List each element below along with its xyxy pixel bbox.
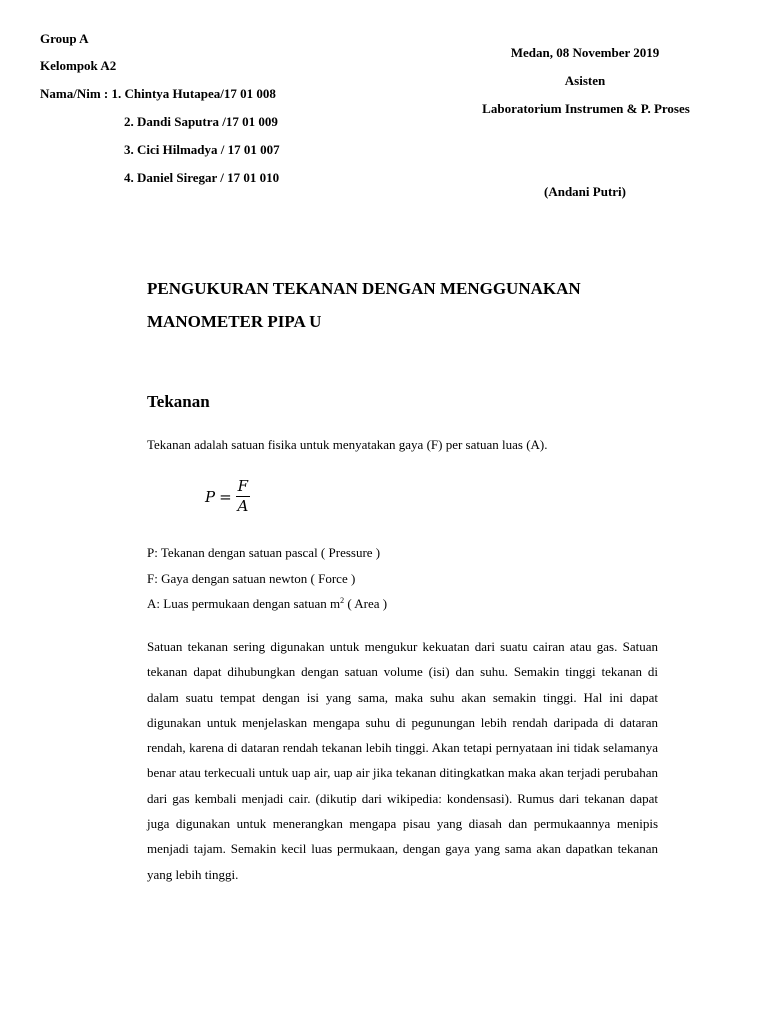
lab-line: Laboratorium Instrumen & P. Proses — [482, 101, 690, 116]
formula-numerator: F — [236, 478, 250, 497]
definition-a-suffix: ( Area ) — [344, 596, 388, 611]
member-4: 4. Daniel Siregar / 17 01 010 — [124, 170, 280, 185]
body-paragraph: Satuan tekanan sering digunakan untuk mengukur kekuatan dari suatu cairan atau gas. Satuan tekanan dapat dihubungkan dengan satuan volume (isi) dan suhu. Semakin tinggi tekanan di dalam suatu tempat dengan isi yang sama, maka suhu akan semakin tinggi. Hal ini dapat digunakan untuk menjelaskan mengapa suhu di pegunungan lebih rendah daripada di dataran rendah, karena di dataran rendah tekanan lebih tinggi. Akan tetapi pernyataan ini tidak selamanya benar atau terkecuali untuk uap air, uap air jika tekanan ditingkatkan maka akan terjadi perubahan dari gas kembali menjadi cair. (dikutip dari wikipedia: kondensasi). Rumus dari tekanan dapat juga digunakan untuk menerangkan mengapa pisau yang diasah dan permukaannya menipis menjadi tajam. Semakin kecil luas permukaan, dengan gaya yang sama akan dapatkan tekanan yang lebih tinggi. — [147, 639, 658, 882]
definition-a-superscript: 2 — [340, 596, 345, 605]
pressure-formula — [205, 478, 250, 516]
date-line: Medan, 08 November 2019 — [510, 45, 660, 60]
nama-nim-label: Nama/Nim : — [40, 86, 112, 101]
formula-fraction — [236, 478, 250, 516]
section-heading: Tekanan — [147, 392, 210, 411]
member-2: 2. Dandi Saputra /17 01 009 — [124, 114, 278, 129]
document-title-line-2: MANOMETER PIPA U — [147, 312, 322, 331]
member-3: 3. Cici Hilmadya / 17 01 007 — [124, 142, 280, 157]
member-1: 1. Chintya Hutapea/17 01 008 — [111, 86, 276, 101]
formula-equals: = — [219, 487, 232, 506]
definition-a — [147, 596, 387, 612]
member-line-1 — [40, 86, 276, 102]
role-line: Asisten — [564, 73, 606, 88]
definition-f: F: Gaya dengan satuan newton ( Force ) — [147, 571, 356, 586]
formula-lhs: P — [205, 487, 216, 506]
group-label: Group A — [40, 31, 89, 46]
intro-text: Tekanan adalah satuan fisika untuk menyatakan gaya (F) per satuan luas (A). — [147, 437, 548, 452]
assistant-name: (Andani Putri) — [544, 184, 626, 199]
definition-a-text: A: Luas permukaan dengan satuan m — [147, 596, 341, 611]
definition-p: P: Tekanan dengan satuan pascal ( Pressure ) — [147, 545, 381, 560]
formula-denominator: A — [237, 497, 249, 516]
kelompok-label: Kelompok A2 — [40, 58, 117, 73]
document-title-line-1: PENGUKURAN TEKANAN DENGAN MENGGUNAKAN — [147, 279, 581, 298]
